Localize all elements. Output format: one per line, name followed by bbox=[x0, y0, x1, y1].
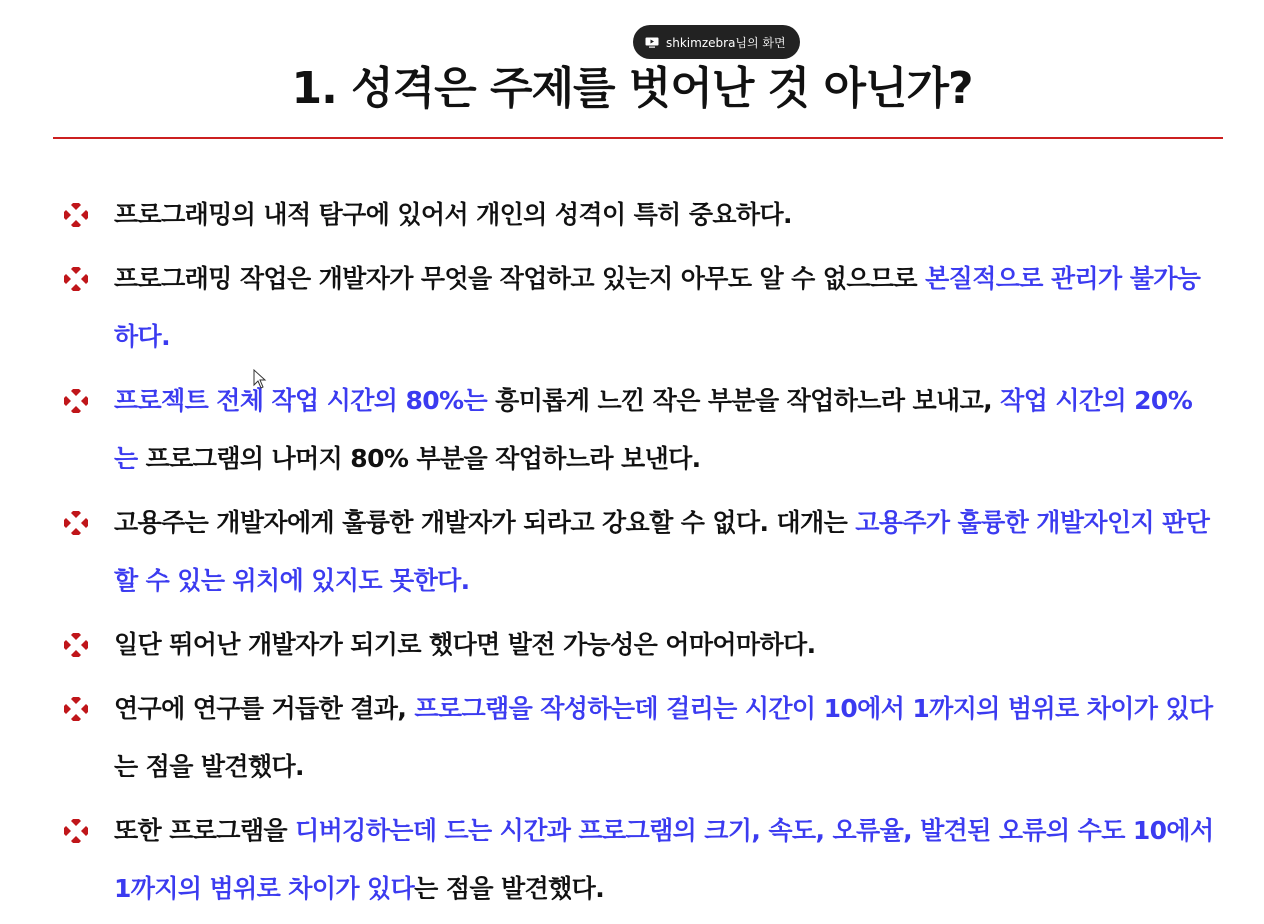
bullet-text: 고용주는 개발자에게 훌륭한 개발자가 되라고 강요할 수 없다. 대개는 bbox=[114, 508, 856, 537]
title-divider bbox=[53, 137, 1223, 139]
screen-share-icon bbox=[645, 37, 659, 48]
highlight-text: 프로그램을 작성하는데 걸리는 시간이 10에서 1까지의 범위로 차이가 있다 bbox=[414, 694, 1213, 723]
diamond-bullet-icon bbox=[64, 697, 88, 721]
highlight-text: 프로젝트 전체 작업 시간의 80%는 bbox=[114, 386, 488, 415]
diamond-bullet-icon bbox=[64, 203, 88, 227]
diamond-bullet-icon bbox=[64, 819, 88, 843]
bullet-text: 는 점을 발견했다. bbox=[414, 874, 605, 903]
bullet-text: 프로그래밍 작업은 개발자가 무엇을 작업하고 있는지 아무도 알 수 없으므로 bbox=[114, 264, 926, 293]
bullet-item bbox=[64, 494, 1214, 610]
bullet-item bbox=[64, 616, 1214, 674]
bullet-text: 또한 프로그램을 bbox=[114, 816, 296, 845]
bullet-text: 일단 뛰어난 개발자가 되기로 했다면 발전 가능성은 어마어마하다. bbox=[114, 630, 816, 659]
bullet-list bbox=[64, 186, 1214, 924]
mouse-cursor-icon bbox=[253, 369, 267, 389]
bullet-item bbox=[64, 680, 1214, 796]
bullet-text: 는 점을 발견했다. bbox=[114, 752, 304, 781]
bullet-item bbox=[64, 372, 1214, 488]
highlight-text: 본질적으로 관리가 불가능하다. bbox=[114, 264, 1201, 351]
slide-title: 1. 성격은 주제를 벗어난 것 아닌가? bbox=[291, 63, 973, 114]
highlight-text: 고용주가 훌륭한 개발자인지 판단할 수 있는 위치에 있지도 못한다. bbox=[114, 508, 1210, 595]
diamond-bullet-icon bbox=[64, 511, 88, 535]
diamond-bullet-icon bbox=[64, 389, 88, 413]
highlight-text: 디버깅하는데 드는 시간과 프로그램의 크기, 속도, 오류율, 발견된 오류의 수도 10에서 1까지의 범위로 차이가 있다 bbox=[114, 816, 1214, 903]
bullet-text: 연구에 연구를 거듭한 결과, bbox=[114, 694, 415, 723]
diamond-bullet-icon bbox=[64, 633, 88, 657]
screen-share-label: shkimzebra님의 화면 bbox=[666, 35, 786, 50]
diamond-bullet-icon bbox=[64, 267, 88, 291]
bullet-item bbox=[64, 250, 1214, 366]
bullet-text: 흥미롭게 느낀 작은 부분을 작업하느라 보내고, bbox=[487, 386, 1001, 415]
highlight-text: 작업 시간의 20%는 bbox=[114, 386, 1193, 473]
bullet-item bbox=[64, 186, 1214, 244]
bullet-text: 프로그램의 나머지 80% 부분을 작업하느라 보낸다. bbox=[137, 444, 701, 473]
bullet-item bbox=[64, 802, 1214, 918]
bullet-text: 프로그래밍의 내적 탐구에 있어서 개인의 성격이 특히 중요하다. bbox=[114, 200, 792, 229]
